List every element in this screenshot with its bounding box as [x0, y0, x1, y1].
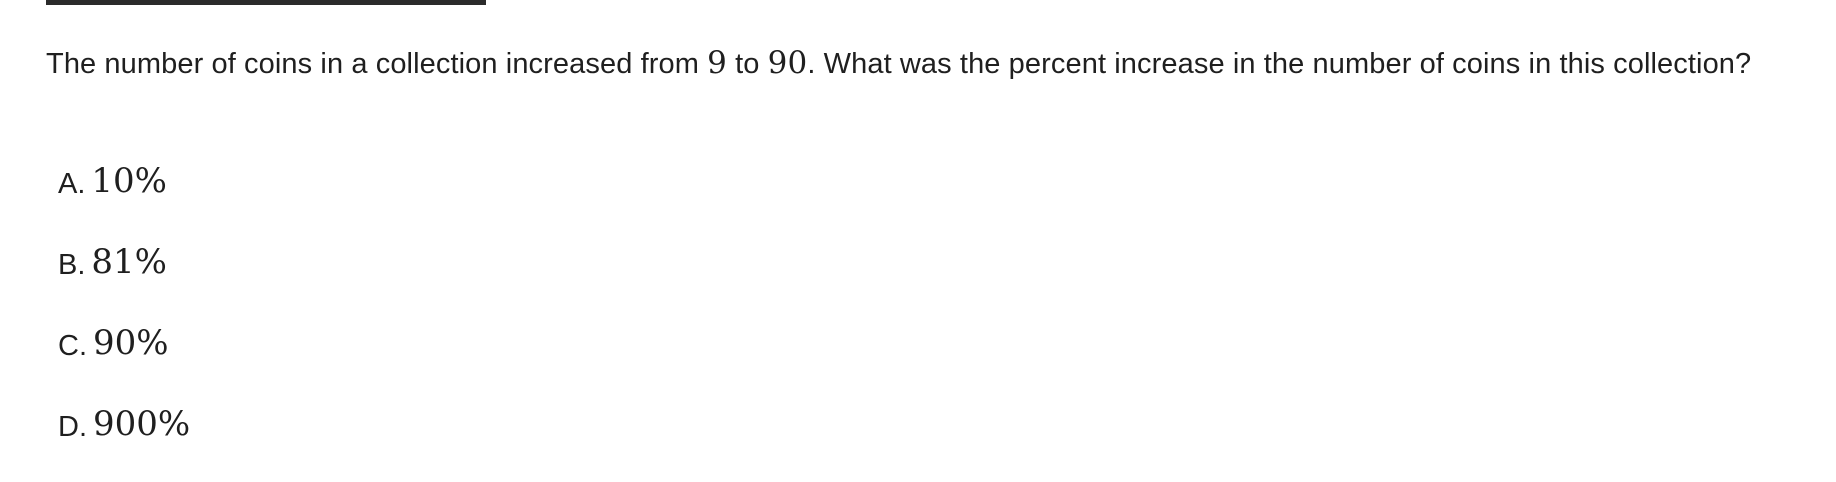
- choice-a[interactable]: [58, 158, 190, 239]
- choice-a-letter: A.: [58, 168, 86, 200]
- choice-b[interactable]: [58, 239, 190, 320]
- question-text: [46, 40, 1766, 88]
- choice-b-letter: B.: [58, 249, 86, 281]
- choice-d-value: 900%: [93, 404, 191, 444]
- choice-b-value: 81%: [91, 242, 167, 282]
- top-divider-bar: [46, 0, 486, 5]
- question-number-start: 9: [707, 45, 727, 81]
- choice-d-letter: D.: [58, 411, 87, 443]
- choice-d[interactable]: [58, 401, 190, 482]
- question-text-part-1: The number of coins in a collection increased from: [46, 48, 708, 80]
- choice-a-value: 10%: [91, 161, 167, 201]
- answer-choices: [58, 158, 190, 482]
- choice-c-value: 90%: [93, 323, 169, 363]
- choice-c[interactable]: [58, 320, 190, 401]
- question-text-part-2: to: [726, 48, 768, 80]
- question-text-part-3: . What was the percent increase in the number of coins in this collection?: [807, 48, 1752, 80]
- choice-c-letter: C.: [58, 330, 87, 362]
- question-number-end: 90: [767, 45, 808, 81]
